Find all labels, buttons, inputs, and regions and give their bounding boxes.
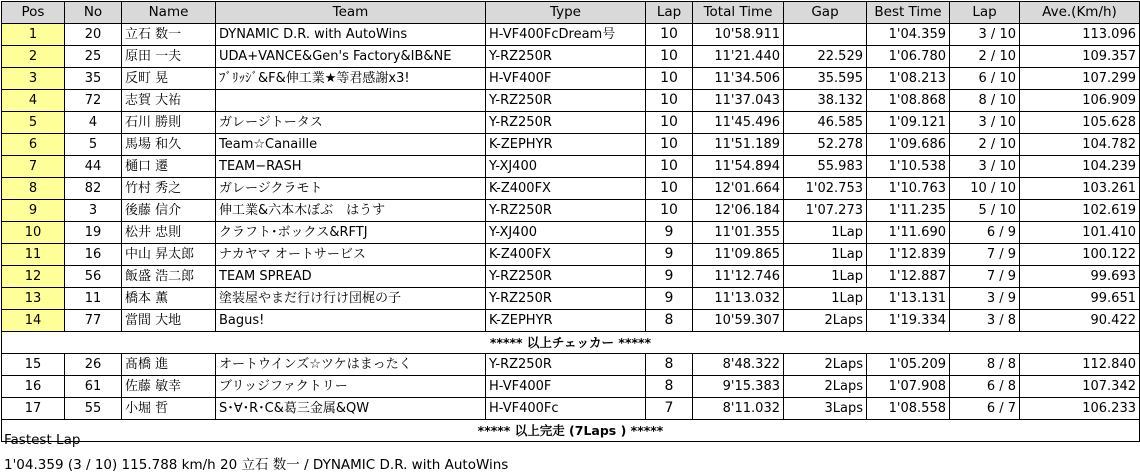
cell-best-lap: 7 / 9 xyxy=(950,266,1020,288)
cell-name: 松井 忠則 xyxy=(122,222,216,244)
cell-best-lap: 6 / 9 xyxy=(950,222,1020,244)
complete-label: ***** 以上完走 (7Laps ) ***** xyxy=(2,420,1140,442)
cell-no: 11 xyxy=(65,288,122,310)
cell-best-lap: 7 / 9 xyxy=(950,244,1020,266)
cell-ave: 106.233 xyxy=(1020,398,1140,420)
results-sheet xyxy=(1,1,1140,442)
table-row xyxy=(2,178,1140,200)
table-row xyxy=(2,200,1140,222)
col-header-best-lap: Lap xyxy=(950,2,1020,24)
cell-team xyxy=(216,90,486,112)
cell-ave: 90.422 xyxy=(1020,310,1140,332)
col-header-pos: Pos xyxy=(2,2,65,24)
table-row xyxy=(2,266,1140,288)
cell-lap: 10 xyxy=(646,134,693,156)
cell-team: ナカヤマ オートサービス xyxy=(216,244,486,266)
cell-type: K-ZEPHYR xyxy=(486,310,646,332)
cell-best-time: 1'13.131 xyxy=(867,288,950,310)
cell-total-time: 11'21.440 xyxy=(693,46,784,68)
cell-ave: 106.909 xyxy=(1020,90,1140,112)
cell-best-time: 1'11.235 xyxy=(867,200,950,222)
cell-pos: 12 xyxy=(2,266,65,288)
table-row xyxy=(2,244,1140,266)
cell-best-time: 1'08.213 xyxy=(867,68,950,90)
results-table xyxy=(1,1,1140,442)
cell-lap: 9 xyxy=(646,244,693,266)
cell-name: 立石 数一 xyxy=(122,24,216,46)
cell-best-lap: 5 / 10 xyxy=(950,200,1020,222)
cell-gap xyxy=(784,24,867,46)
cell-total-time: 8'11.032 xyxy=(693,398,784,420)
cell-best-lap: 6 / 8 xyxy=(950,376,1020,398)
table-row xyxy=(2,68,1140,90)
cell-no: 4 xyxy=(65,112,122,134)
cell-lap: 10 xyxy=(646,156,693,178)
cell-team: TEAM SPREAD xyxy=(216,266,486,288)
col-header-type: Type xyxy=(486,2,646,24)
cell-total-time: 12'01.664 xyxy=(693,178,784,200)
cell-total-time: 11'34.506 xyxy=(693,68,784,90)
cell-best-lap: 8 / 10 xyxy=(950,90,1020,112)
cell-ave: 103.261 xyxy=(1020,178,1140,200)
col-header-lap: Lap xyxy=(646,2,693,24)
cell-pos: 8 xyxy=(2,178,65,200)
cell-name: 髙橋 進 xyxy=(122,354,216,376)
nonfinishers-body xyxy=(2,354,1140,420)
cell-gap: 2Laps xyxy=(784,354,867,376)
cell-type: Y-XJ400 xyxy=(486,222,646,244)
table-row xyxy=(2,310,1140,332)
cell-best-time: 1'09.121 xyxy=(867,112,950,134)
cell-type: H-VF400FcDream号 xyxy=(486,24,646,46)
cell-ave: 105.628 xyxy=(1020,112,1140,134)
cell-team: DYNAMIC D.R. with AutoWins xyxy=(216,24,486,46)
fastest-lap-value: 1'04.359 (3 / 10) 115.788 km/h 20 立石 数一 / DYNAMIC D.R. with AutoWins xyxy=(4,457,509,473)
cell-pos: 7 xyxy=(2,156,65,178)
cell-best-time: 1'10.538 xyxy=(867,156,950,178)
cell-lap: 9 xyxy=(646,266,693,288)
table-row xyxy=(2,112,1140,134)
cell-lap: 7 xyxy=(646,398,693,420)
cell-pos: 11 xyxy=(2,244,65,266)
cell-team: S･∀･R･C&葛三金属&QW xyxy=(216,398,486,420)
cell-lap: 9 xyxy=(646,288,693,310)
cell-no: 82 xyxy=(65,178,122,200)
cell-best-time: 1'19.334 xyxy=(867,310,950,332)
cell-best-time: 1'05.209 xyxy=(867,354,950,376)
cell-best-time: 1'07.908 xyxy=(867,376,950,398)
cell-lap: 8 xyxy=(646,354,693,376)
cell-gap: 1'02.753 xyxy=(784,178,867,200)
cell-name: 反町 晃 xyxy=(122,68,216,90)
cell-gap: 1Lap xyxy=(784,244,867,266)
table-row xyxy=(2,376,1140,398)
cell-best-lap: 6 / 7 xyxy=(950,398,1020,420)
table-row xyxy=(2,134,1140,156)
cell-no: 77 xyxy=(65,310,122,332)
cell-pos: 10 xyxy=(2,222,65,244)
cell-total-time: 11'09.865 xyxy=(693,244,784,266)
cell-pos: 4 xyxy=(2,90,65,112)
cell-total-time: 8'48.322 xyxy=(693,354,784,376)
cell-pos: 17 xyxy=(2,398,65,420)
cell-gap: 52.278 xyxy=(784,134,867,156)
table-row xyxy=(2,354,1140,376)
cell-pos: 14 xyxy=(2,310,65,332)
cell-total-time: 11'37.043 xyxy=(693,90,784,112)
cell-gap: 38.132 xyxy=(784,90,867,112)
cell-gap: 2Laps xyxy=(784,310,867,332)
cell-pos: 6 xyxy=(2,134,65,156)
cell-best-lap: 6 / 10 xyxy=(950,68,1020,90)
cell-total-time: 11'01.355 xyxy=(693,222,784,244)
cell-type: Y-RZ250R xyxy=(486,112,646,134)
cell-lap: 8 xyxy=(646,376,693,398)
cell-no: 72 xyxy=(65,90,122,112)
cell-total-time: 11'12.746 xyxy=(693,266,784,288)
table-row xyxy=(2,156,1140,178)
cell-best-time: 1'04.359 xyxy=(867,24,950,46)
cell-total-time: 9'15.383 xyxy=(693,376,784,398)
cell-best-lap: 10 / 10 xyxy=(950,178,1020,200)
cell-gap: 22.529 xyxy=(784,46,867,68)
complete-separator-row xyxy=(2,420,1140,442)
cell-ave: 107.342 xyxy=(1020,376,1140,398)
cell-team: ブリッジファクトリー xyxy=(216,376,486,398)
cell-best-time: 1'10.763 xyxy=(867,178,950,200)
header-row xyxy=(2,2,1140,24)
cell-best-lap: 2 / 10 xyxy=(950,134,1020,156)
cell-gap: 46.585 xyxy=(784,112,867,134)
cell-gap: 3Laps xyxy=(784,398,867,420)
cell-no: 19 xyxy=(65,222,122,244)
cell-type: Y-RZ250R xyxy=(486,288,646,310)
cell-ave: 99.693 xyxy=(1020,266,1140,288)
cell-name: 後藤 信介 xyxy=(122,200,216,222)
col-header-ave: Ave.(Km/h) xyxy=(1020,2,1140,24)
cell-lap: 10 xyxy=(646,24,693,46)
cell-pos: 9 xyxy=(2,200,65,222)
cell-no: 5 xyxy=(65,134,122,156)
cell-no: 55 xyxy=(65,398,122,420)
cell-team: TEAM−RASH xyxy=(216,156,486,178)
cell-total-time: 11'13.032 xyxy=(693,288,784,310)
cell-gap: 35.595 xyxy=(784,68,867,90)
cell-type: Y-RZ250R xyxy=(486,90,646,112)
cell-no: 56 xyxy=(65,266,122,288)
table-row xyxy=(2,90,1140,112)
cell-team: ﾌﾞﾘｯｼﾞ&F&伸工業★等君感謝x3! xyxy=(216,68,486,90)
cell-gap: 55.983 xyxy=(784,156,867,178)
cell-lap: 10 xyxy=(646,200,693,222)
cell-name: 馬場 和久 xyxy=(122,134,216,156)
cell-type: K-Z400FX xyxy=(486,244,646,266)
cell-no: 44 xyxy=(65,156,122,178)
cell-type: Y-XJ400 xyxy=(486,156,646,178)
table-row xyxy=(2,222,1140,244)
cell-pos: 15 xyxy=(2,354,65,376)
col-header-name: Name xyxy=(122,2,216,24)
cell-name: 小堀 哲 xyxy=(122,398,216,420)
cell-pos: 5 xyxy=(2,112,65,134)
cell-name: 當間 大地 xyxy=(122,310,216,332)
cell-total-time: 10'59.307 xyxy=(693,310,784,332)
cell-name: 志賀 大祐 xyxy=(122,90,216,112)
cell-no: 35 xyxy=(65,68,122,90)
cell-best-time: 1'08.558 xyxy=(867,398,950,420)
cell-team: Team☆Canaille xyxy=(216,134,486,156)
cell-total-time: 10'58.911 xyxy=(693,24,784,46)
cell-pos: 1 xyxy=(2,24,65,46)
cell-ave: 100.122 xyxy=(1020,244,1140,266)
cell-no: 20 xyxy=(65,24,122,46)
cell-type: K-Z400FX xyxy=(486,178,646,200)
cell-team: ガレージトータス xyxy=(216,112,486,134)
col-header-total-time: Total Time xyxy=(693,2,784,24)
cell-best-lap: 3 / 10 xyxy=(950,156,1020,178)
finishers-body xyxy=(2,24,1140,332)
cell-name: 樋口 遷 xyxy=(122,156,216,178)
cell-pos: 13 xyxy=(2,288,65,310)
cell-pos: 16 xyxy=(2,376,65,398)
cell-lap: 10 xyxy=(646,46,693,68)
cell-best-time: 1'11.690 xyxy=(867,222,950,244)
cell-name: 原田 一夫 xyxy=(122,46,216,68)
cell-best-lap: 3 / 10 xyxy=(950,24,1020,46)
cell-type: H-VF400F xyxy=(486,376,646,398)
cell-best-lap: 3 / 8 xyxy=(950,310,1020,332)
cell-team: ガレージクラモト xyxy=(216,178,486,200)
cell-gap: 1Lap xyxy=(784,266,867,288)
cell-name: 石川 勝則 xyxy=(122,112,216,134)
cell-lap: 8 xyxy=(646,310,693,332)
cell-ave: 104.782 xyxy=(1020,134,1140,156)
cell-name: 橋本 薫 xyxy=(122,288,216,310)
cell-best-time: 1'09.686 xyxy=(867,134,950,156)
cell-lap: 10 xyxy=(646,68,693,90)
cell-name: 佐藤 敏幸 xyxy=(122,376,216,398)
cell-type: H-VF400F xyxy=(486,68,646,90)
cell-no: 26 xyxy=(65,354,122,376)
cell-lap: 10 xyxy=(646,112,693,134)
cell-team: Bagus! xyxy=(216,310,486,332)
cell-gap: 1Lap xyxy=(784,222,867,244)
table-row xyxy=(2,46,1140,68)
cell-best-time: 1'12.887 xyxy=(867,266,950,288)
cell-total-time: 12'06.184 xyxy=(693,200,784,222)
cell-name: 飯盛 浩二郎 xyxy=(122,266,216,288)
cell-type: K-ZEPHYR xyxy=(486,134,646,156)
col-header-no: No xyxy=(65,2,122,24)
col-header-gap: Gap xyxy=(784,2,867,24)
cell-ave: 107.299 xyxy=(1020,68,1140,90)
cell-no: 3 xyxy=(65,200,122,222)
cell-ave: 102.619 xyxy=(1020,200,1140,222)
cell-type: Y-RZ250R xyxy=(486,354,646,376)
cell-best-time: 1'12.839 xyxy=(867,244,950,266)
cell-no: 16 xyxy=(65,244,122,266)
cell-no: 61 xyxy=(65,376,122,398)
cell-team: UDA+VANCE&Gen's Factory&IB&NE xyxy=(216,46,486,68)
col-header-best-time: Best Time xyxy=(867,2,950,24)
cell-name: 中山 昇太郎 xyxy=(122,244,216,266)
cell-best-time: 1'08.868 xyxy=(867,90,950,112)
cell-best-lap: 3 / 9 xyxy=(950,288,1020,310)
cell-pos: 2 xyxy=(2,46,65,68)
cell-best-lap: 2 / 10 xyxy=(950,46,1020,68)
cell-name: 竹村 秀之 xyxy=(122,178,216,200)
cell-team: クラフト･ボックス&RFTJ xyxy=(216,222,486,244)
fastest-lap-title: Fastest Lap xyxy=(4,432,81,448)
cell-ave: 112.840 xyxy=(1020,354,1140,376)
cell-team: 伸工業&六本木ぼぶ はうす xyxy=(216,200,486,222)
cell-ave: 109.357 xyxy=(1020,46,1140,68)
col-header-team: Team xyxy=(216,2,486,24)
checker-separator-row xyxy=(2,332,1140,354)
cell-lap: 9 xyxy=(646,222,693,244)
cell-gap: 1Lap xyxy=(784,288,867,310)
cell-total-time: 11'51.189 xyxy=(693,134,784,156)
cell-type: H-VF400Fc xyxy=(486,398,646,420)
cell-ave: 104.239 xyxy=(1020,156,1140,178)
cell-pos: 3 xyxy=(2,68,65,90)
cell-type: Y-RZ250R xyxy=(486,266,646,288)
table-row xyxy=(2,24,1140,46)
cell-ave: 101.410 xyxy=(1020,222,1140,244)
table-row xyxy=(2,398,1140,420)
checker-label: ***** 以上チェッカー ***** xyxy=(2,332,1140,354)
cell-best-lap: 8 / 8 xyxy=(950,354,1020,376)
cell-ave: 99.651 xyxy=(1020,288,1140,310)
cell-team: 塗装屋やまだ行け行け団梶の子 xyxy=(216,288,486,310)
cell-no: 25 xyxy=(65,46,122,68)
cell-best-time: 1'06.780 xyxy=(867,46,950,68)
cell-gap: 2Laps xyxy=(784,376,867,398)
cell-lap: 10 xyxy=(646,178,693,200)
cell-total-time: 11'45.496 xyxy=(693,112,784,134)
cell-team: オートウインズ☆ツケはまったく xyxy=(216,354,486,376)
cell-lap: 10 xyxy=(646,90,693,112)
cell-type: Y-RZ250R xyxy=(486,200,646,222)
cell-ave: 113.096 xyxy=(1020,24,1140,46)
cell-type: Y-RZ250R xyxy=(486,46,646,68)
cell-total-time: 11'54.894 xyxy=(693,156,784,178)
cell-gap: 1'07.273 xyxy=(784,200,867,222)
table-row xyxy=(2,288,1140,310)
cell-best-lap: 3 / 10 xyxy=(950,112,1020,134)
